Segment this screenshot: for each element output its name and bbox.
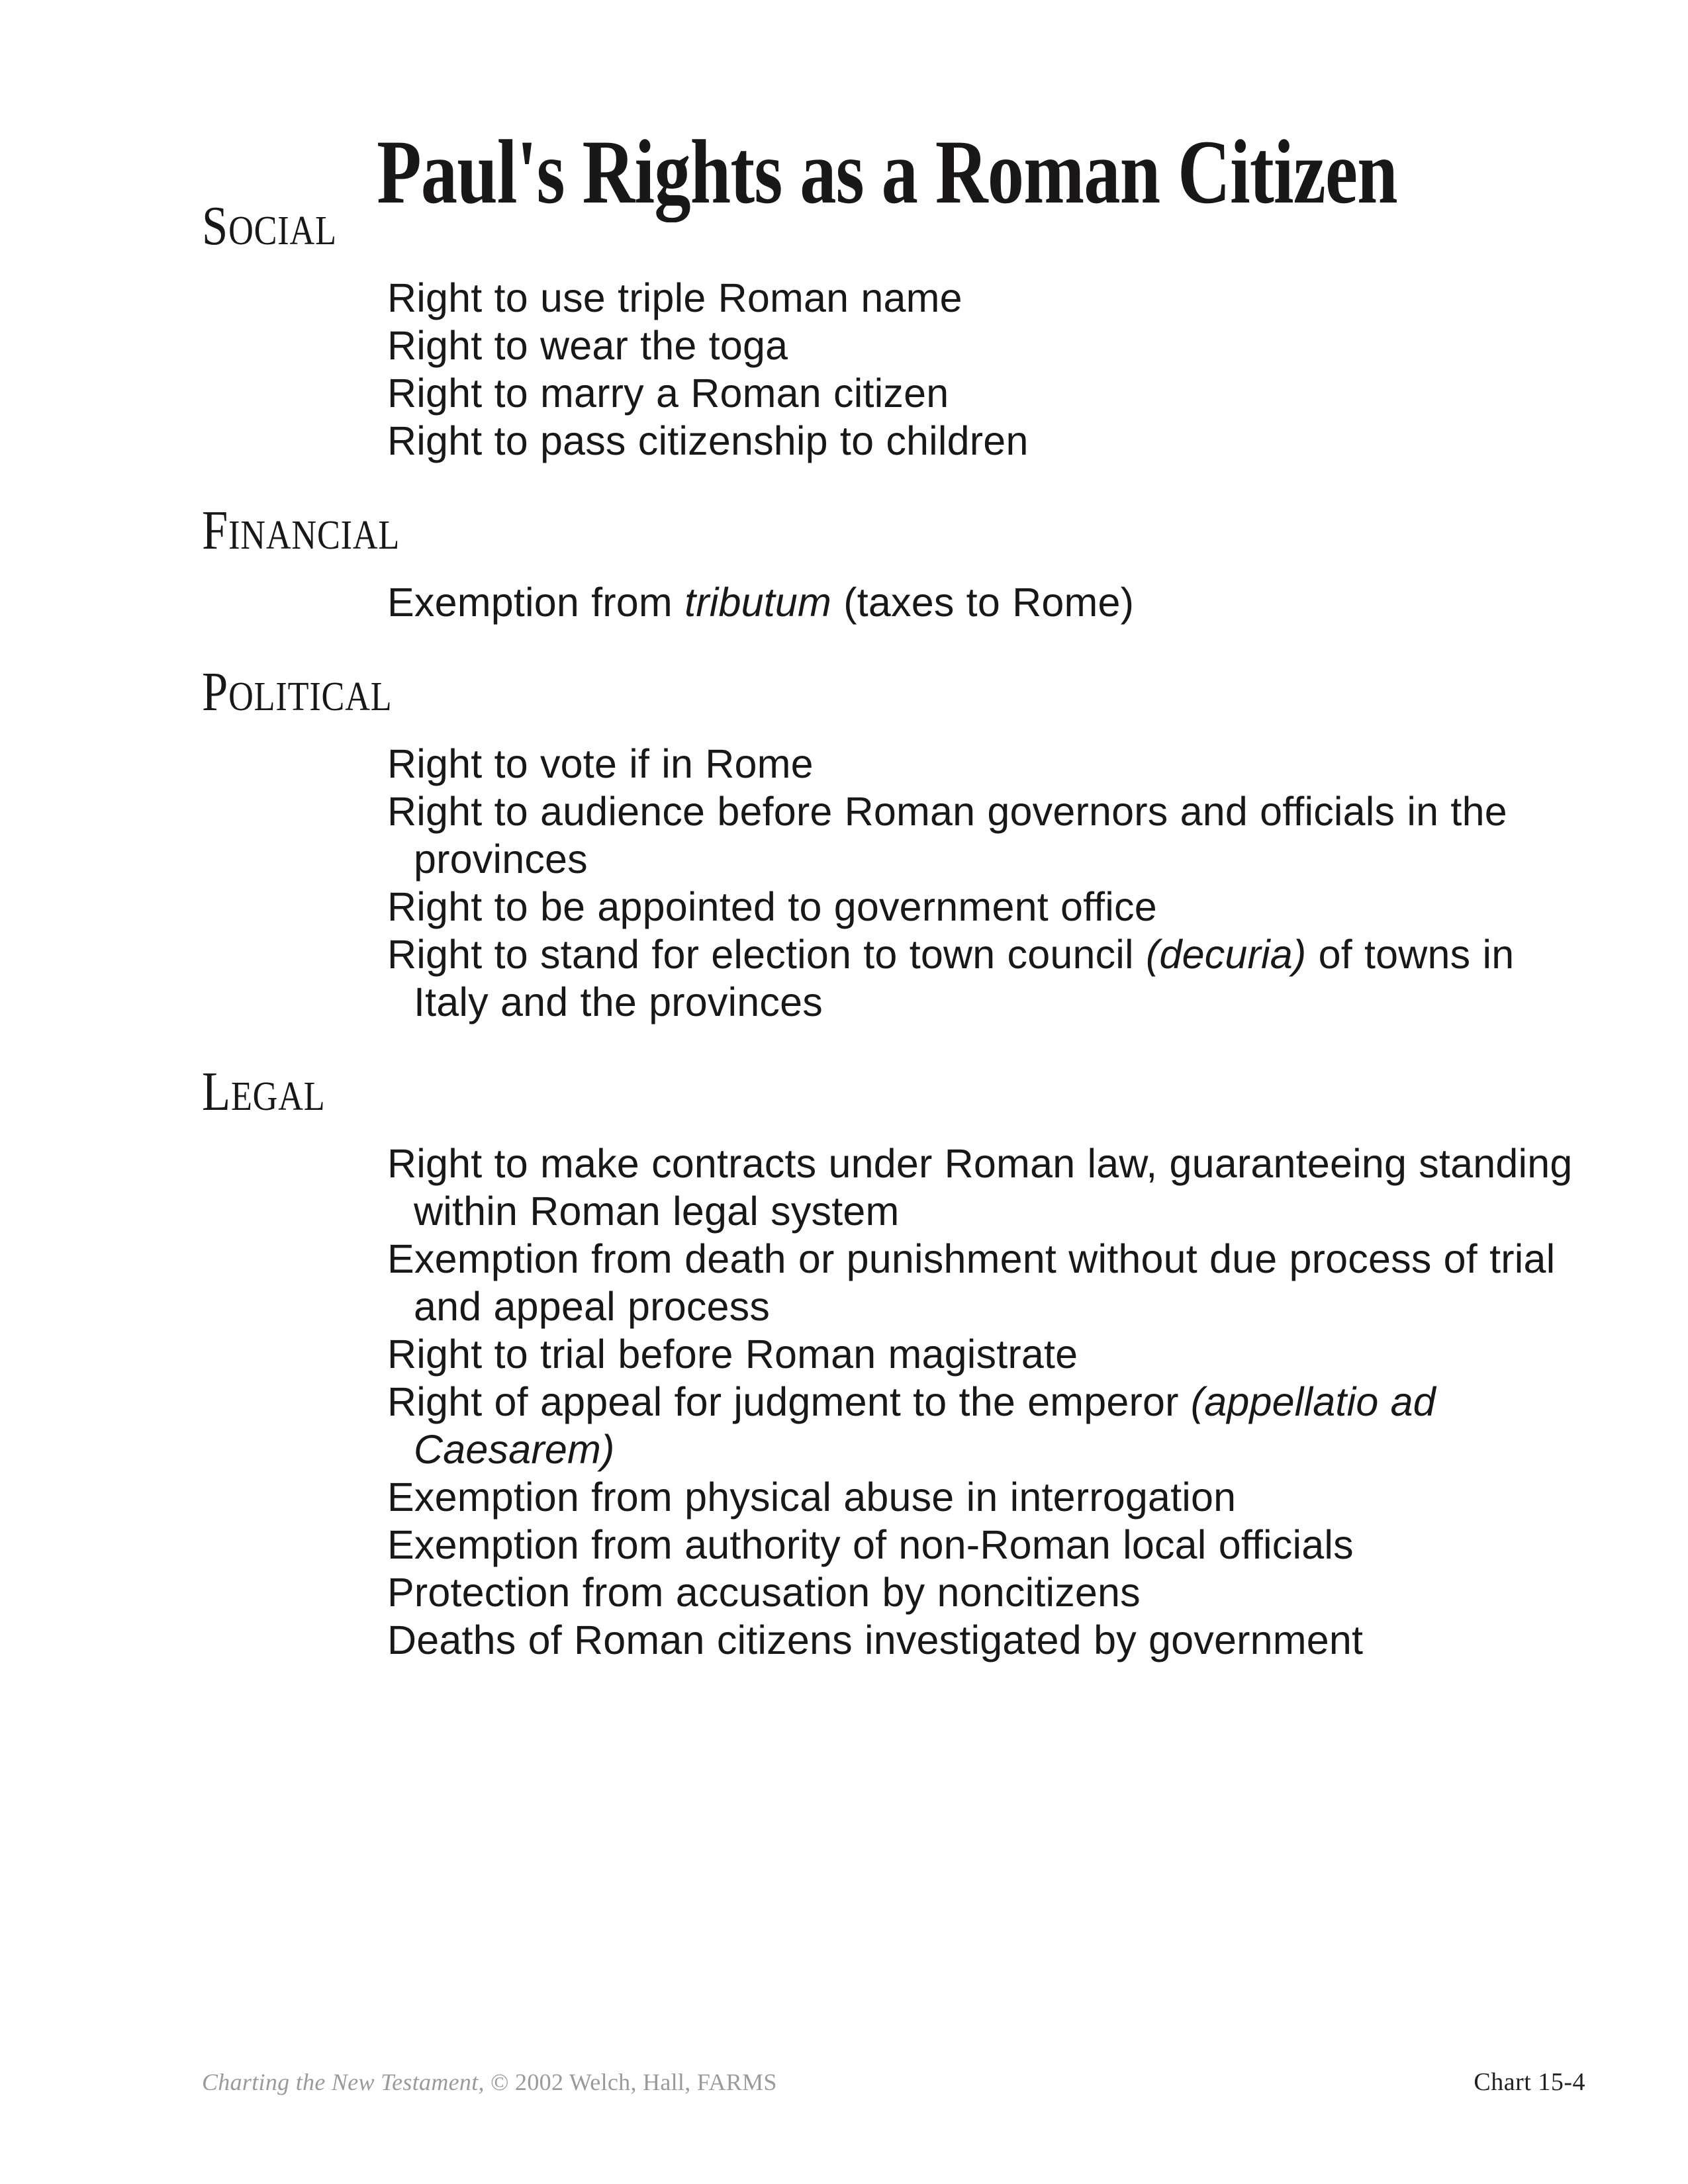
list-item: Right to vote if in Rome xyxy=(387,741,814,786)
list-item: Protection from accusation by noncitizens xyxy=(387,1570,1141,1615)
section-heading-smallcaps: OLITICAL xyxy=(228,674,393,719)
section-heading xyxy=(202,500,1450,561)
list-item: Exemption from tributum (taxes to Rome) xyxy=(387,580,1135,625)
list-item: Right of appeal for judgment to the emperor (appellatio ad Caesarem) xyxy=(387,1379,1436,1472)
footer-source-title: Charting the New Testament, xyxy=(202,2069,485,2095)
list-item: Right to make contracts under Roman law, guaranteeing standing within Roman legal system xyxy=(387,1141,1573,1234)
section-heading-smallcaps: OCIAL xyxy=(228,208,337,253)
section xyxy=(0,195,1688,465)
list-item: Right to pass citizenship to children xyxy=(387,418,1029,463)
section-heading-initial: P xyxy=(202,661,229,723)
section xyxy=(0,661,1688,1026)
chart-number: Chart 15-4 xyxy=(1474,2068,1585,2096)
section-heading-initial: S xyxy=(202,195,229,257)
section-heading-initial: L xyxy=(202,1061,231,1122)
footer-source-credit: © 2002 Welch, Hall, FARMS xyxy=(484,2069,777,2095)
list-item: Exemption from physical abuse in interrogation xyxy=(387,1475,1237,1520)
section-heading xyxy=(202,661,1450,723)
page-title: Paul's Rights as a Roman Citizen xyxy=(377,121,1397,223)
section-heading-initial: F xyxy=(202,500,229,561)
section xyxy=(0,1061,1688,1664)
list-item: Right to trial before Roman magistrate xyxy=(387,1332,1078,1377)
list-item: Right to be appointed to government office xyxy=(387,884,1157,929)
section-heading-smallcaps: EGAL xyxy=(230,1074,326,1119)
list-item: Right to use triple Roman name xyxy=(387,275,962,320)
section-heading xyxy=(202,195,1450,257)
list-item: Right to wear the toga xyxy=(387,323,788,368)
rights-list xyxy=(387,578,1579,626)
rights-list xyxy=(387,1140,1579,1664)
section-heading-smallcaps: INANCIAL xyxy=(228,513,400,558)
footer-source xyxy=(202,2068,777,2096)
rights-list xyxy=(387,274,1579,465)
list-item: Right to stand for election to town council (decuria) of towns in Italy and the provinces xyxy=(387,932,1515,1024)
content-body xyxy=(0,195,1688,1664)
rights-list xyxy=(387,740,1579,1026)
section-heading xyxy=(202,1061,1450,1122)
section xyxy=(0,500,1688,626)
list-item: Deaths of Roman citizens investigated by government xyxy=(387,1617,1364,1662)
list-item: Right to audience before Roman governors and officials in the provinces xyxy=(387,789,1507,882)
page-footer xyxy=(202,2068,1585,2097)
list-item: Exemption from authority of non-Roman local officials xyxy=(387,1522,1354,1567)
list-item: Exemption from death or punishment without due process of trial and appeal process xyxy=(387,1236,1556,1329)
list-item: Right to marry a Roman citizen xyxy=(387,371,949,416)
